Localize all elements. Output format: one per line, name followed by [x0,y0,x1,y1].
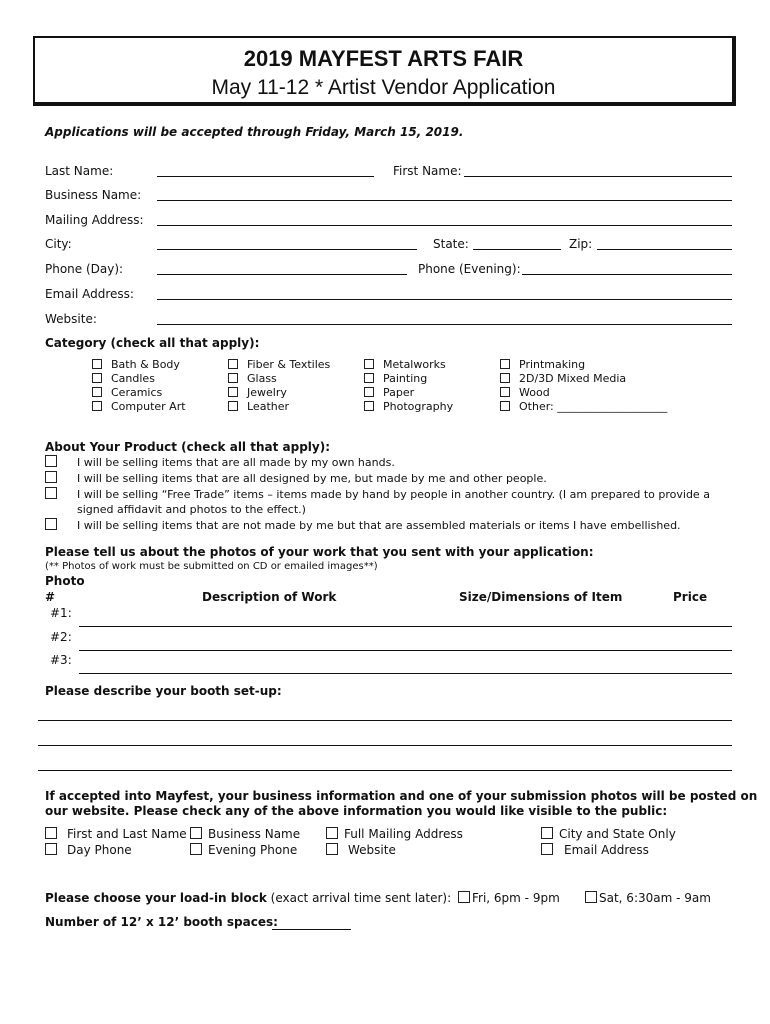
category-label: Glass [247,372,277,385]
zip-field[interactable] [597,249,732,250]
category-other-label: Other: ____________________ [519,400,668,413]
state-label: State: [433,237,469,251]
photo-row-label: #3: [50,653,72,667]
category-label: Computer Art [111,400,186,413]
checkbox-product-designed[interactable] [45,471,57,483]
checkbox-jewelry[interactable] [228,387,238,397]
public-option-label: Email Address [564,843,649,857]
photo-row-label: #1: [50,606,72,620]
category-label: Bath & Body [111,358,180,371]
checkbox-load-in-friday[interactable] [458,891,470,903]
checkbox-candles[interactable] [92,373,102,383]
product-option: I will be selling items that are not made by me but that are assembled materials or items I have embellished. [77,519,681,532]
booth-line-1[interactable] [38,720,732,721]
column-size: Size/Dimensions of Item [459,590,623,604]
column-hash: # [45,590,56,604]
website-info-line-2: our website. Please check any of the above information you would like visible to the public: [45,804,668,818]
product-option: I will be selling “Free Trade” items – items made by hand by people in another country. (I am prepared to provide a [77,488,710,501]
category-label: Photography [383,400,454,413]
checkbox-ceramics[interactable] [92,387,102,397]
checkbox-metalworks[interactable] [364,359,374,369]
checkbox-computer-art[interactable] [92,401,102,411]
checkbox-leather[interactable] [228,401,238,411]
category-label: Wood [519,386,550,399]
category-label: Printmaking [519,358,586,371]
load-in-label-bold: Please choose your load-in block [45,891,267,905]
column-price: Price [673,590,708,604]
checkbox-painting[interactable] [364,373,374,383]
public-option-label: Day Phone [67,843,132,857]
photo-1-field[interactable] [79,626,732,627]
state-field[interactable] [473,249,561,250]
checkbox-glass[interactable] [228,373,238,383]
last-name-label: Last Name: [45,164,114,178]
first-name-label: First Name: [393,164,462,178]
phone-day-label: Phone (Day): [45,262,124,276]
city-field[interactable] [157,249,417,250]
business-name-label: Business Name: [45,188,142,202]
load-in-label-note: (exact arrival time sent later): [270,891,452,905]
photo-3-field[interactable] [79,673,732,674]
email-label: Email Address: [45,287,134,301]
public-option-label: First and Last Name [67,827,187,841]
category-label: Leather [247,400,290,413]
checkbox-load-in-saturday[interactable] [585,891,597,903]
product-option: I will be selling items that are all designed by me, but made by me and other people. [77,472,547,485]
photo-row-label: #2: [50,630,72,644]
public-option-label: Website [348,843,396,857]
category-label: 2D/3D Mixed Media [519,372,627,385]
public-option-label: Evening Phone [208,843,298,857]
category-label: Candles [111,372,155,385]
checkbox-public-mailing-address[interactable] [326,827,338,839]
photo-2-field[interactable] [79,650,732,651]
category-label: Painting [383,372,428,385]
booth-heading: Please describe your booth set-up: [45,684,282,698]
category-label: Fiber & Textiles [247,358,331,371]
checkbox-product-assembled[interactable] [45,518,57,530]
load-in-friday-label: Fri, 6pm - 9pm [472,891,560,905]
checkbox-public-day-phone[interactable] [45,843,57,855]
public-option-label: Full Mailing Address [344,827,463,841]
title-box [33,36,736,106]
deadline-note: Applications will be accepted through Friday, March 15, 2019. [45,125,464,139]
first-name-field[interactable] [464,176,732,177]
checkbox-bath-body[interactable] [92,359,102,369]
website-field[interactable] [157,324,732,325]
website-label: Website: [45,312,97,326]
checkbox-printmaking[interactable] [500,359,510,369]
phone-evening-label: Phone (Evening): [418,262,521,276]
booth-spaces-field[interactable] [272,929,351,930]
category-label: Paper [383,386,415,399]
checkbox-mixed-media[interactable] [500,373,510,383]
form-subtitle: May 11-12 * Artist Vendor Application [211,76,556,99]
photos-heading: Please tell us about the photos of your work that you sent with your application: [45,545,594,559]
checkbox-product-free-trade[interactable] [45,487,57,499]
booth-line-3[interactable] [38,770,732,771]
zip-label: Zip: [569,237,593,251]
load-in-saturday-label: Sat, 6:30am - 9am [599,891,711,905]
category-heading: Category (check all that apply): [45,336,260,350]
checkbox-public-email[interactable] [541,843,553,855]
checkbox-public-full-name[interactable] [45,827,57,839]
checkbox-public-evening-phone[interactable] [190,843,202,855]
booth-spaces-label: Number of 12’ x 12’ booth spaces: [45,915,278,929]
phone-day-field[interactable] [157,274,407,275]
mailing-address-label: Mailing Address: [45,213,144,227]
checkbox-paper[interactable] [364,387,374,397]
load-in-label [45,891,451,905]
checkbox-public-website[interactable] [326,843,338,855]
product-option-continued: signed affidavit and photos to the effect.) [77,503,306,516]
checkbox-wood[interactable] [500,387,510,397]
phone-evening-field[interactable] [522,274,732,275]
booth-line-2[interactable] [38,745,732,746]
checkbox-fiber-textiles[interactable] [228,359,238,369]
business-name-field[interactable] [157,200,732,201]
mailing-address-field[interactable] [157,225,732,226]
public-option-label: City and State Only [559,827,676,841]
last-name-field[interactable] [157,176,374,177]
city-label: City: [45,237,72,251]
category-label: Ceramics [111,386,163,399]
product-heading: About Your Product (check all that apply): [45,440,331,454]
column-description: Description of Work [202,590,337,604]
email-field[interactable] [157,299,732,300]
product-option: I will be selling items that are all made by my own hands. [77,456,395,469]
category-label: Jewelry [247,386,287,399]
public-option-label: Business Name [208,827,301,841]
form-title: 2019 MAYFEST ARTS FAIR [243,46,524,71]
checkbox-other[interactable] [500,401,510,411]
checkbox-product-own-hands[interactable] [45,455,57,467]
website-info-line-1: If accepted into Mayfest, your business information and one of your submission photos will be posted on [45,789,758,803]
column-photo: Photo [45,574,85,588]
checkbox-public-business-name[interactable] [190,827,202,839]
checkbox-public-city-state[interactable] [541,827,553,839]
checkbox-photography[interactable] [364,401,374,411]
category-label: Metalworks [383,358,446,371]
photos-note: (** Photos of work must be submitted on CD or emailed images**) [45,561,378,572]
